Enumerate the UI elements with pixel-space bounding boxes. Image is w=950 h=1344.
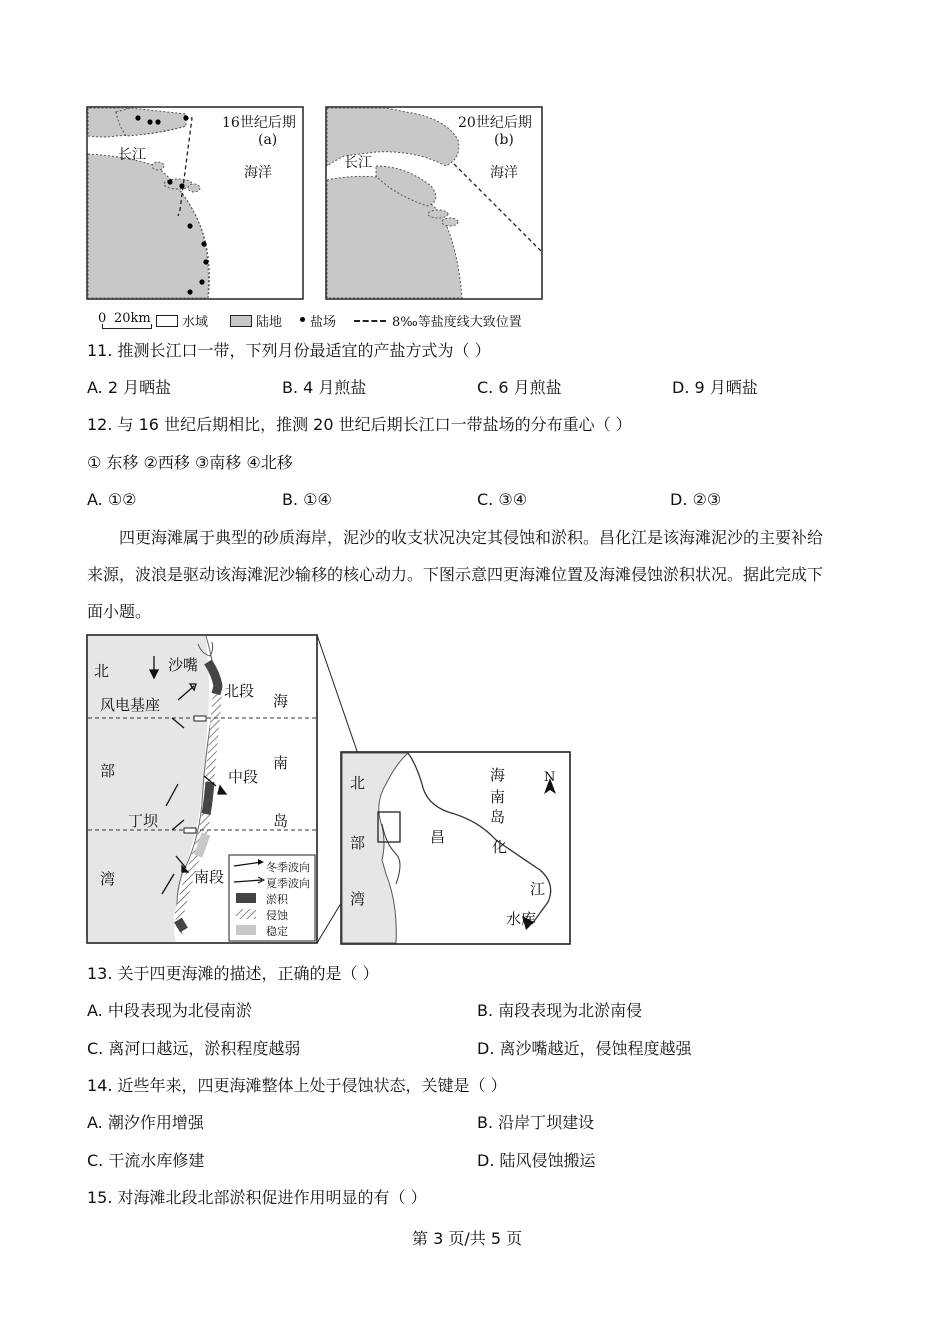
shazui-label: 沙嘴 bbox=[168, 656, 199, 674]
q12-option-d[interactable]: D. ②③ bbox=[670, 490, 722, 509]
salt-maps-drawing bbox=[86, 106, 546, 302]
q13-option-a[interactable]: A. 中段表现为北侵南淤 bbox=[87, 1001, 252, 1020]
q11-option-b[interactable]: B. 4 月煎盐 bbox=[282, 378, 367, 397]
q12-option-c[interactable]: C. ③④ bbox=[477, 490, 528, 509]
passage-line-3: 面小题。 bbox=[87, 602, 152, 621]
map-b-tag: (b) bbox=[494, 132, 514, 148]
legend-land-swatch bbox=[230, 315, 252, 327]
q14-stem: 14. 近些年来，四更海滩整体上处于侵蚀状态，关键是（ ） bbox=[87, 1076, 507, 1095]
q12-option-a[interactable]: A. ①② bbox=[87, 490, 137, 509]
figure-beach-maps bbox=[86, 634, 576, 946]
legend-erosion: 侵蚀 bbox=[266, 909, 288, 922]
figure-salt-maps bbox=[86, 106, 546, 302]
legend-land: 陆地 bbox=[256, 315, 283, 330]
map-a-era: 16世纪后期 bbox=[222, 115, 296, 131]
scale-label: 20km bbox=[114, 311, 151, 326]
legend-salt-dot bbox=[300, 317, 305, 322]
map-b-era: 20世纪后期 bbox=[458, 115, 532, 131]
right-hai: 海 bbox=[490, 766, 506, 784]
left-hai: 海 bbox=[273, 692, 289, 710]
q11-stem: 11. 推测长江口一带，下列月份最适宜的产盐方式为（ ） bbox=[87, 341, 491, 360]
legend-deposit: 淤积 bbox=[266, 893, 288, 906]
north-arrow-label: N bbox=[544, 770, 556, 785]
right-jiang: 江 bbox=[530, 880, 546, 898]
q12-option-b[interactable]: B. ①④ bbox=[282, 490, 332, 509]
map-b-river: 长江 bbox=[344, 155, 372, 171]
q14-option-b[interactable]: B. 沿岸丁坝建设 bbox=[477, 1113, 595, 1132]
q13-option-b[interactable]: B. 南段表现为北淤南侵 bbox=[477, 1001, 643, 1020]
q13-stem: 13. 关于四更海滩的描述，正确的是（ ） bbox=[87, 964, 379, 983]
right-dao: 岛 bbox=[490, 808, 506, 826]
map-a-sea: 海洋 bbox=[244, 165, 272, 181]
passage-line-2: 来源，波浪是驱动该海滩泥沙输移的核心动力。下图示意四更海滩位置及海滩侵蚀淤积状况。据此完成下 bbox=[87, 565, 824, 584]
q11-option-a[interactable]: A. 2 月晒盐 bbox=[87, 378, 172, 397]
reservoir-label: 水库 bbox=[506, 910, 537, 928]
q14-option-a[interactable]: A. 潮汐作用增强 bbox=[87, 1113, 204, 1132]
q15-stem: 15. 对海滩北段北部淤积促进作用明显的有（ ） bbox=[87, 1188, 427, 1207]
page-footer: 第 3 页/共 5 页 bbox=[412, 1229, 523, 1248]
legend-stable: 稳定 bbox=[266, 925, 288, 938]
right-bei: 北 bbox=[350, 774, 366, 792]
wind-base-label: 风电基座 bbox=[100, 696, 161, 714]
mid-segment-label: 中段 bbox=[228, 768, 259, 786]
q14-option-c[interactable]: C. 干流水库修建 bbox=[87, 1151, 205, 1170]
q12-choices: ① 东移 ②西移 ③南移 ④北移 bbox=[87, 453, 293, 472]
map-a-tag: (a) bbox=[258, 132, 278, 148]
scale-zero: 0 bbox=[98, 311, 107, 326]
right-bu: 部 bbox=[350, 834, 366, 852]
q11-option-d[interactable]: D. 9 月晒盐 bbox=[672, 378, 758, 397]
map-a-river: 长江 bbox=[118, 147, 146, 163]
south-segment-label: 南段 bbox=[194, 868, 225, 886]
left-nan: 南 bbox=[273, 754, 289, 772]
right-chang: 昌 bbox=[430, 828, 446, 846]
legend-water: 水域 bbox=[182, 315, 209, 330]
right-nan: 南 bbox=[490, 788, 506, 806]
map-b-sea: 海洋 bbox=[490, 165, 518, 181]
right-wan: 湾 bbox=[350, 890, 366, 908]
legend-isoline-line bbox=[354, 320, 386, 322]
legend-summer-wave: 夏季波向 bbox=[266, 877, 310, 890]
legend-salt: 盐场 bbox=[310, 315, 337, 330]
q11-option-c[interactable]: C. 6 月煎盐 bbox=[477, 378, 562, 397]
salt-map-legend bbox=[96, 310, 556, 332]
legend-isoline: 8‰等盐度线大致位置 bbox=[392, 315, 522, 330]
left-dao: 岛 bbox=[273, 812, 289, 830]
groin-label: 丁坝 bbox=[128, 812, 159, 830]
passage-line-1: 四更海滩属于典型的砂质海岸，泥沙的收支状况决定其侵蚀和淤积。昌化江是该海滩泥沙的主要补给 bbox=[119, 528, 824, 547]
left-bei: 北 bbox=[94, 662, 110, 680]
left-wan: 湾 bbox=[100, 870, 116, 888]
q13-option-c[interactable]: C. 离河口越远，淤积程度越弱 bbox=[87, 1039, 301, 1058]
scale-bar bbox=[102, 324, 152, 329]
legend-water-swatch bbox=[156, 315, 178, 327]
left-bu: 部 bbox=[100, 762, 116, 780]
q13-option-d[interactable]: D. 离沙嘴越近，侵蚀程度越强 bbox=[477, 1039, 692, 1058]
right-hua: 化 bbox=[492, 838, 508, 856]
q12-stem: 12. 与 16 世纪后期相比，推测 20 世纪后期长江口一带盐场的分布重心（ ） bbox=[87, 415, 632, 434]
north-segment-label: 北段 bbox=[224, 682, 255, 700]
q14-option-d[interactable]: D. 陆风侵蚀搬运 bbox=[477, 1151, 596, 1170]
legend-winter-wave: 冬季波向 bbox=[266, 861, 310, 874]
